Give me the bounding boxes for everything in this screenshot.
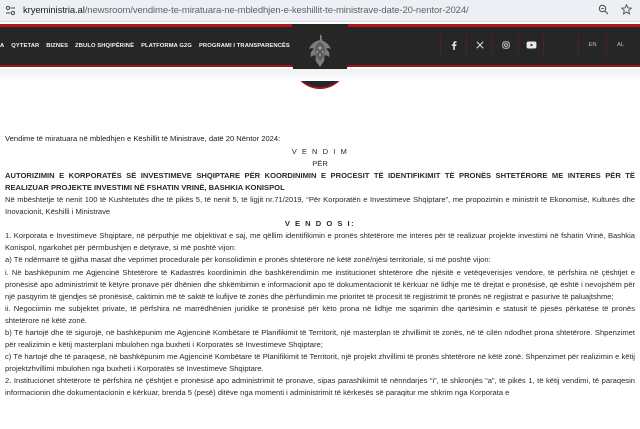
- youtube-icon[interactable]: [518, 35, 544, 55]
- paragraph-2: 2. Institucionet shtetërore të përfshira në çështjet e pronësisë apo administrimit të pronave, sipas parashikimit të nënndarjes “i”, të shkronjës “a”, të pikës 1, të këtij vendimi, të paraqesin informacionin dhe dokumentacionin e kërkuar, brenda 5 (pesë) ditëve nga momenti i administrimit të kërkesës së paraqitur me shkrim nga Korporata e: [5, 375, 635, 397]
- social-links: [440, 35, 544, 55]
- paragraph-1b: b) Të hartojë dhe të sigurojë, në bashkëpunim me Agjencinë Kombëtare të Planifikimit të Territorit, një masterplan të zhvillimit të zonës, në të cilën ndodhet prona shtetërore. Shpenzimet për realizimin e këtij masterplani mbulohen nga buxheti i Korporatës së Investimeve Shqiptare;: [5, 327, 635, 349]
- decision-heading: V E N D I M: [291, 147, 349, 157]
- paragraph-1: 1. Korporata e Investimeve Shqiptare, në përputhje me objektivat e saj, me qëllim identifikimin e pronës shtetërore me interes për të realizuar projekte investimi në fshatin Vrinë, Bashkia Konispol, ngarkohet për përmbushjen e detyrave, si më poshtë vijon:: [5, 231, 635, 253]
- url-field[interactable]: [23, 5, 598, 16]
- lang-al-button[interactable]: AL: [606, 35, 634, 55]
- legal-basis: Në mbështetje të nenit 100 të Kushtetutës dhe të pikës 5, të nenit 5, të ligjit nr.71/2019, “Për Korporatën e Investimeve Shqiptare”, me propozimin e ministrit të Ekonomisë, Kulturës dhe Inovacionit, Këshilli i Ministrave: [5, 195, 635, 217]
- paragraph-1a-i: i. Në bashkëpunim me Agjencinë Shtetërore të Kadastrës koordinimin dhe bashkërendimin me institucionet shtetërore dhe njësitë e vetëqeverisjes vendore, të përfshira në çështjet e pronësisë apo administrimit të këtyre pronave për dhënien dhe shkëmbimin e informacionit apo të dokumentacionit të kërkuar në lidhje me të drejtat e pronësisë, që është i nevojshëm për një pasqyrim të gjendjes së pronësisë, caktimin më të saktë të kufijve të zonës dhe përfundimin me prioritet të procesit të regjistrimit të pronës në regjistrat e pasurive të paluajtshme;: [5, 267, 635, 301]
- url-path: /newsroom/vendime-te-miratuara-ne-mbledhjen-e-keshillit-te-ministrave-date-20-nentor-2024/: [84, 5, 469, 16]
- article-body: [5, 133, 635, 399]
- header-shadow: [0, 69, 640, 81]
- nav-item-platforma-g2g[interactable]: PLATFORMA G2G: [141, 43, 192, 49]
- nav-item-qytetar[interactable]: QYTETAR: [11, 43, 40, 49]
- language-switcher: [578, 35, 634, 55]
- instagram-icon[interactable]: [492, 35, 518, 55]
- browser-address-bar: [0, 0, 640, 22]
- nav-item-biznes[interactable]: BIZNES: [46, 43, 69, 49]
- article-intro: Vendime të miratuara në mbledhjen e Këshillit të Ministrave, datë 20 Nëntor 2024:: [5, 134, 281, 143]
- nav-item-truncated[interactable]: A: [0, 43, 5, 49]
- x-twitter-icon[interactable]: [466, 35, 492, 55]
- nav-item-programi-transparences[interactable]: PROGRAMI I TRANSPARENCËS: [198, 43, 290, 49]
- nav-item-zbulo-shqiperine[interactable]: ZBULO SHQIPËRINË: [75, 43, 135, 49]
- main-nav: [0, 27, 290, 65]
- site-header: [0, 24, 640, 67]
- zoom-icon[interactable]: [598, 4, 609, 18]
- paragraph-1c: c) Të hartojë dhe të paraqesë, në bashkëpunim me Agjencinë Kombëtare të Planifikimit të Territorit, një projekt zhvillimi të pronës shtetërore në këtë zonë. Shpenzimet për realizimin e këtij projektzhvillimi mbulohen nga buxheti i Korporatës së Investimeve Shqiptare.: [5, 351, 635, 373]
- facebook-icon[interactable]: [440, 35, 466, 55]
- vendosi-heading: V E N D O S I:: [284, 219, 356, 229]
- paragraph-1a-ii: ii. Negociimin me subjektet private, të përfshira në marrëdhënien juridike të pronësisë për këto prona në lidhje me sqarimin dhe qartësimin e statusit të pjesës përkatëse të pronës shtetërore në këtë zonë.: [5, 303, 635, 325]
- albanian-eagle-emblem-icon: [305, 32, 335, 70]
- decision-title: AUTORIZIMIN E KORPORATËS SË INVESTIMEVE SHQIPTARE PËR KOORDINIMIN E PROCESIT TË IDENTIFIKIMIT TË PRONËS SHTETËRORE ME INTERES PËR TË REALIZUAR PROJEKTE INVESTIMI NË FSHATIN VRINË, BASHKIA KONISPOL: [5, 171, 635, 193]
- lang-en-button[interactable]: EN: [578, 35, 606, 55]
- decision-per: PËR: [312, 159, 328, 169]
- url-host: kryeministria.al: [23, 5, 85, 16]
- bookmark-star-icon[interactable]: [621, 4, 632, 18]
- site-info-icon[interactable]: [3, 4, 17, 18]
- paragraph-1a: a) Të ndërmarrë të gjitha masat dhe veprimet procedurale për konsolidimin e pronës shtetërore në këtë zonë/njësi territoriale, si më poshtë vijon:: [5, 255, 491, 265]
